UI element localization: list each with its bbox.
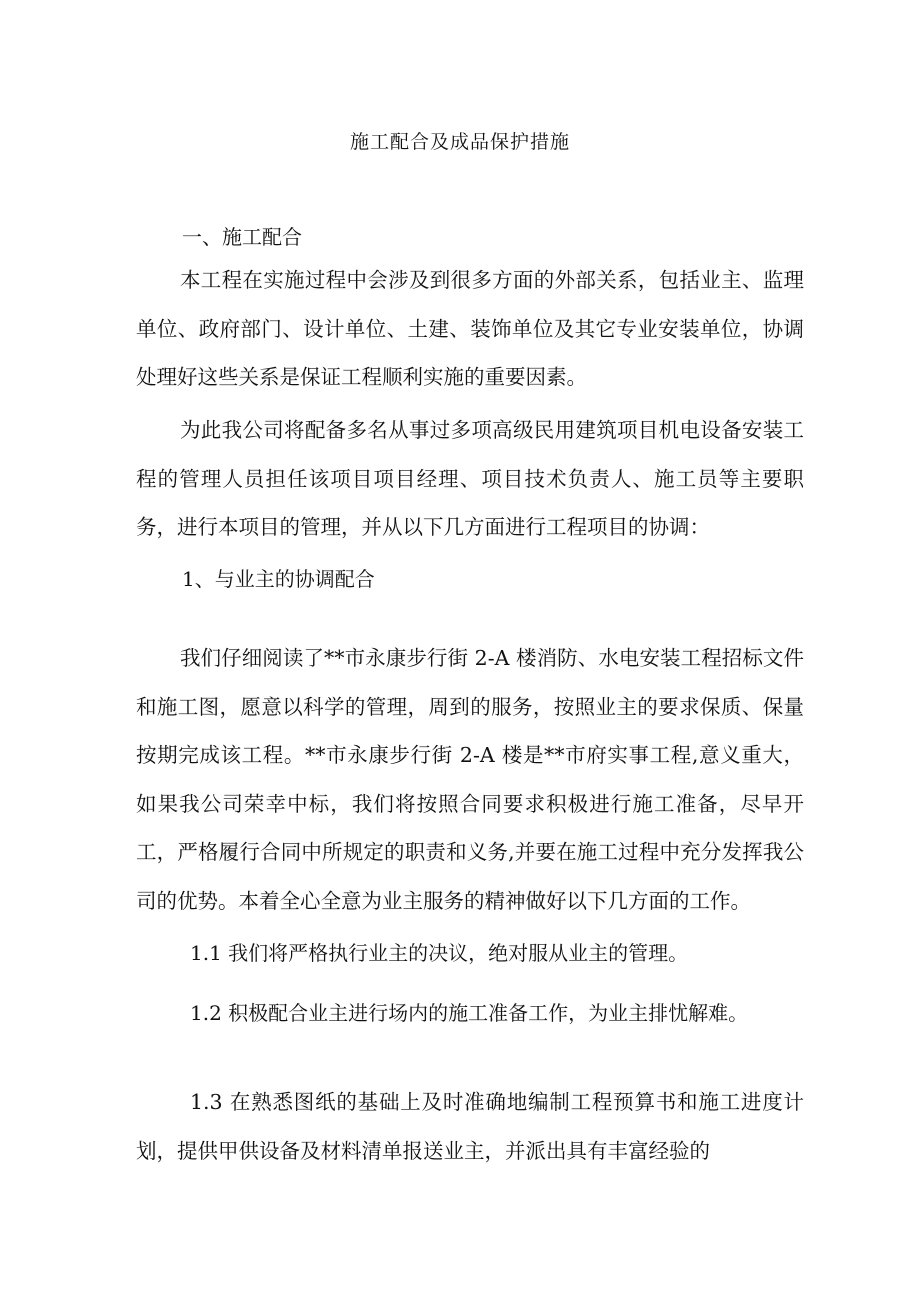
list-item-1-3: 1.3 在熟悉图纸的基础上及时准确地编制工程预算书和施工进度计划，提供甲供设备及材料清单报送业主，并派出具有丰富经验的 [136, 1090, 804, 1163]
paragraph-tender-commitment: 我们仔细阅读了**市永康步行街 2-A 楼消防、水电安装工程招标文件和施工图，愿意以科学的管理，周到的服务，按照业主的要求保质、保量按期完成该工程。**市永康步行街 2-A 楼是**市府实事工程,意义重大，如果我公司荣幸中标，我们将按照合同要求积极进行施工准备，尽早开工，严格履行合同中所规定的职责和义务,并要在施工过程中充分发挥我公司的优势。本着全心全意为业主服务的精神做好以下几方面的工作。 [136, 646, 804, 913]
paragraph-external-relations: 本工程在实施过程中会涉及到很多方面的外部关系，包括业主、监理单位、政府部门、设计单位、土建、装饰单位及其它专业安装单位，协调处理好这些关系是保证工程顺利实施的重要因素。 [136, 268, 804, 389]
list-item-1-1: 1.1 我们将严格执行业主的决议，绝对服从业主的管理。 [190, 941, 689, 965]
paragraph-management-staff: 为此我公司将配备多名从事过多项高级民用建筑项目机电设备安装工程的管理人员担任该项目项目经理、项目技术负责人、施工员等主要职务，进行本项目的管理，并从以下几方面进行工程项目的协调： [136, 418, 804, 539]
list-item-1-2: 1.2 积极配合业主进行场内的施工准备工作，为业主排忧解难。 [190, 1001, 749, 1025]
document-title: 施工配合及成品保护措施 [349, 131, 570, 153]
subheading-owner-coordination: 1、与业主的协调配合 [182, 567, 375, 591]
section-heading-construction-cooperation: 一、施工配合 [182, 225, 302, 249]
